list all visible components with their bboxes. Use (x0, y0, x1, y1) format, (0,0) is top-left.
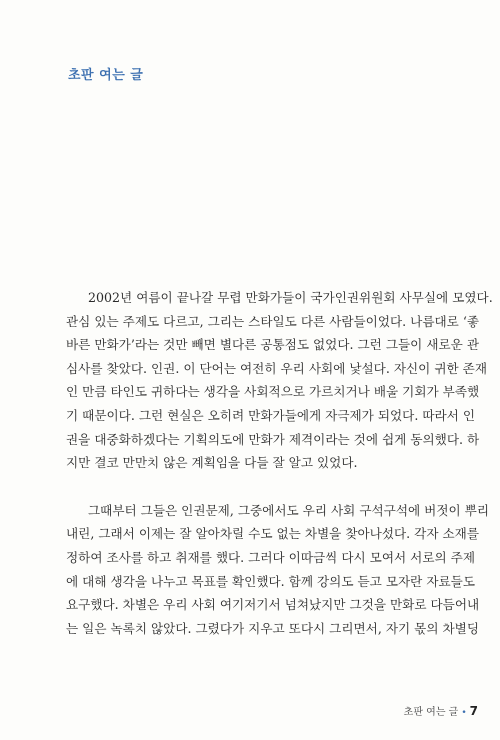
paragraph-line: 는 일은 녹록치 않았다. 그렸다가 지우고 또다시 그리면서, 자기 몫의 차별딩 (66, 620, 480, 636)
paragraph-line: 관심 있는 주제도 다르고, 그리는 스타일도 다른 사람들이었다. 나름대로 ‘좋 (66, 313, 480, 329)
paragraph-line: 2002년 여름이 끝나갈 무렵 만화가들이 국가인권위원회 사무실에 모였다. (88, 290, 493, 305)
paragraph-line: 심사를 찾았다. 인권. 이 단어는 여전히 우리 사회에 낯설다. 자신이 귀한 존재 (66, 360, 488, 376)
paragraph-1 (66, 286, 493, 475)
footer-separator: • (461, 708, 467, 718)
paragraph-line: 내린, 그래서 이제는 잘 알아차릴 수도 없는 차별을 찾아나섰다. 각자 소재를 (66, 526, 480, 542)
paragraph-line: 요구했다. 차별은 우리 사회 여기저기서 넘쳐났지만 그것을 만화로 다듬어내 (66, 597, 480, 613)
page-number: 7 (469, 704, 478, 718)
paragraph-2 (66, 499, 489, 641)
section-heading: 초판 여는 글 (68, 68, 144, 83)
body-text (66, 286, 493, 640)
paragraph-line: 인 만큼 타인도 귀하다는 생각을 사회적으로 가르치거나 배울 기회가 부족했 (66, 384, 480, 400)
page-footer (404, 703, 478, 718)
paragraph-line: 정하여 조사를 하고 취재를 했다. 그러다 이따금씩 다시 모여서 서로의 주제 (66, 549, 476, 565)
paragraph-line: 바른 만화가’라는 것만 빼면 별다른 공통점도 없었다. 그런 그들이 새로운 관 (66, 337, 480, 353)
paragraph-line: 그때부터 그들은 인권문제, 그중에서도 우리 사회 구석구석에 버젓이 뿌리 (88, 502, 489, 518)
footer-section-title: 초판 여는 글 (403, 707, 459, 718)
paragraph-line: 지만 결코 만만치 않은 계획임을 다들 잘 알고 있었다. (66, 455, 358, 471)
paragraph-line: 권을 대중화하겠다는 기획의도에 만화가 제격이라는 것에 쉽게 동의했다. 하 (66, 431, 480, 447)
paragraph-line: 기 때문이다. 그런 현실은 오히려 만화가들에게 자극제가 되었다. 따라서 인 (66, 407, 476, 423)
paragraph-gap (66, 475, 436, 499)
paragraph-line: 에 대해 생각을 나누고 목표를 확인했다. 함께 강의도 듣고 모자란 자료들도 (66, 573, 476, 589)
